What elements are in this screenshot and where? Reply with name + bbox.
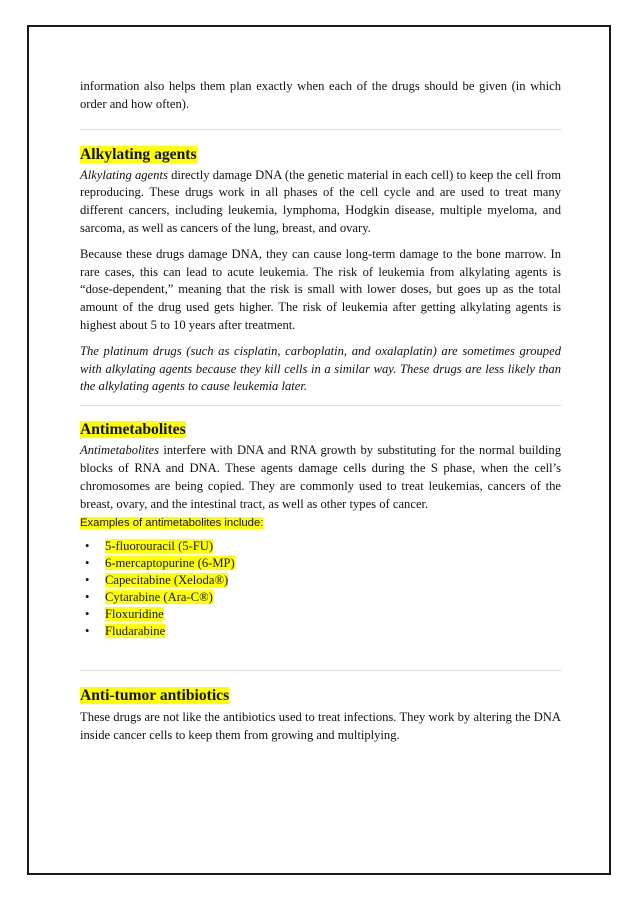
spacer <box>80 640 561 670</box>
list-item <box>80 572 561 589</box>
antibiotics-paragraph-1: These drugs are not like the antibiotics used to treat infections. They work by altering the DNA inside cancer cells to keep them from growing and multiplying. <box>80 710 561 743</box>
bullet-icon: • <box>85 573 90 588</box>
list-item-text: Fludarabine <box>105 624 166 639</box>
bullet-icon: • <box>85 556 90 571</box>
term-alkylating-agents: Alkylating agents <box>80 167 168 182</box>
examples-list <box>80 538 561 640</box>
section-divider <box>80 405 561 406</box>
alkylating-paragraph-1 <box>80 167 561 238</box>
examples-label <box>80 513 561 531</box>
document-body <box>80 78 561 745</box>
section-divider <box>80 670 561 671</box>
alkylating-paragraph-1-text: directly damage DNA (the genetic material in each cell) to keep the cell from reproducing. These drugs work in all phases of the cell cycle and are used to treat many different cancers, including leukemia, lymphoma, Hodgkin disease, multiple myeloma, and sarcoma, as well as cancers of the lung, breast, and ovary. <box>80 167 561 235</box>
heading-highlight: Alkylating agents <box>80 145 197 163</box>
bullet-icon: • <box>85 539 90 554</box>
term-antimetabolites: Antimetabolites <box>80 443 160 458</box>
list-item-text: 6-mercaptopurine (6-MP) <box>105 556 235 571</box>
list-item <box>80 589 561 606</box>
list-item-text: Cytarabine (Ara-C®) <box>105 590 213 605</box>
list-item <box>80 538 561 555</box>
intro-paragraph: information also helps them plan exactly when each of the drugs should be given (in which order and how often). <box>80 79 561 111</box>
alkylating-paragraph-3: The platinum drugs (such as cisplatin, carboplatin, and oxalaplatin) are sometimes grouped with alkylating agents because they kill cells in a similar way. These drugs are less likely than the alkylating agents to cause leukemia later. <box>80 343 561 394</box>
antimetabolites-paragraph-1-text: interfere with DNA and RNA growth by substituting for the normal building blocks of RNA and DNA. These agents damage cells during the S phase, when the cell’s chromosomes are being copied. They are commonly used to treat leukemias, cancers of the breast, ovary, and the intestinal tract, as well as other types of cancer. <box>80 443 561 511</box>
bullet-icon: • <box>85 624 90 639</box>
list-item-text: Floxuridine <box>105 607 164 622</box>
list-item <box>80 555 561 572</box>
list-item <box>80 606 561 623</box>
heading-anti-tumor-antibiotics <box>80 686 561 706</box>
examples-label-text: Examples of antimetabolites include: <box>80 517 264 530</box>
heading-highlight: Antimetabolites <box>80 421 186 439</box>
heading-highlight: Anti-tumor antibiotics <box>80 687 230 705</box>
section-divider <box>80 129 561 130</box>
list-item-text: 5-fluorouracil (5-FU) <box>105 539 214 554</box>
bullet-icon: • <box>85 590 90 605</box>
list-item <box>80 623 561 640</box>
bullet-icon: • <box>85 607 90 622</box>
antimetabolites-paragraph-1 <box>80 442 561 513</box>
alkylating-paragraph-2: Because these drugs damage DNA, they can cause long-term damage to the bone marrow. In rare cases, this can lead to acute leukemia. The risk of leukemia from alkylating agents is “dose-dependent,” meaning that the risk is small with lower doses, but goes up as the total amount of the drug used gets higher. The risk of leukemia after getting alkylating agents is highest about 5 to 10 years after treatment. <box>80 246 561 332</box>
heading-alkylating-agents <box>80 145 561 165</box>
list-item-text: Capecitabine (Xeloda®) <box>105 573 229 588</box>
heading-antimetabolites <box>80 420 561 440</box>
